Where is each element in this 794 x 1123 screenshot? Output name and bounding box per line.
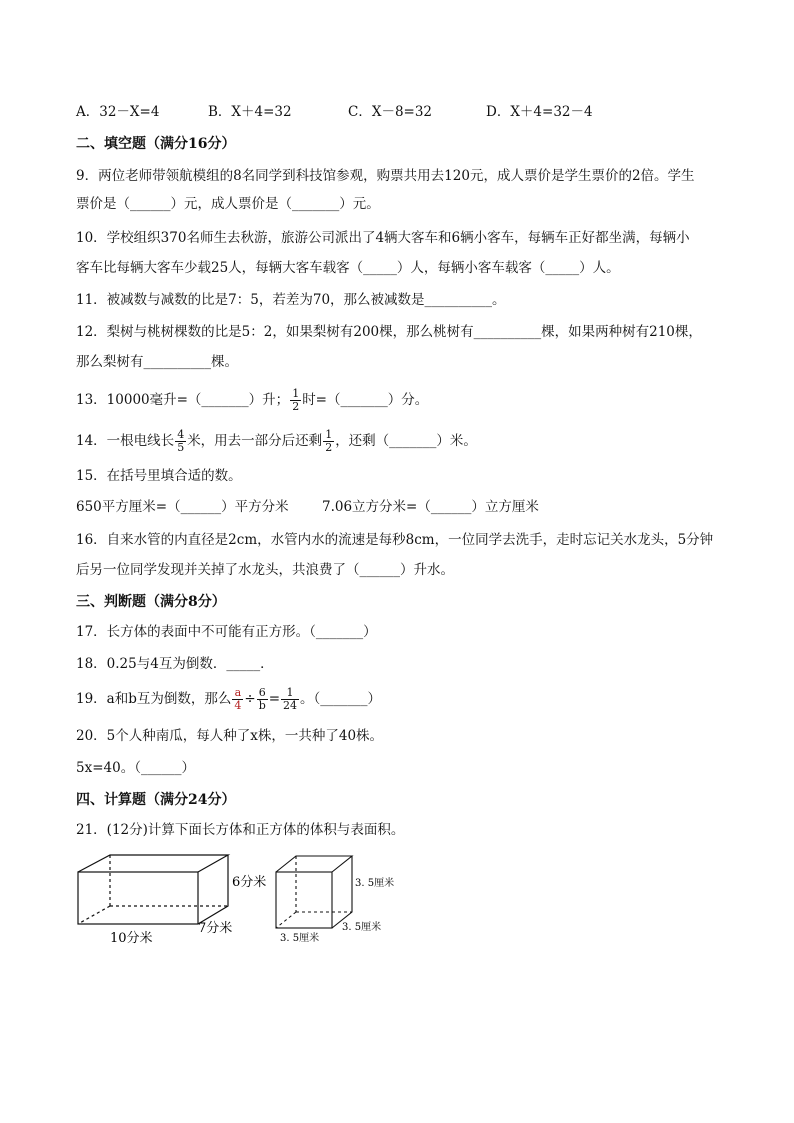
cube-hidden-edge-d <box>276 912 296 928</box>
cube-width-label: 3. 5厘米 <box>342 922 382 933</box>
question-15: 15．在括号里填合适的数。 <box>76 468 242 484</box>
fraction-6-over-b: $\frac{6}{b}$ <box>258 686 266 712</box>
question-21: 21．(12分)计算下面长方体和正方体的体积与表面积。 <box>76 822 405 838</box>
cuboid-top-face <box>78 855 228 872</box>
cuboid-side-edge <box>198 855 228 924</box>
fraction-half: $\frac{1}{2}$ <box>292 387 300 413</box>
question-20: 20．5个人种南瓜，每人种了x株，一共种了40株。 <box>76 728 384 744</box>
cube-top-face <box>276 856 352 872</box>
fraction-a-over-4: $\frac{a}{4}$ <box>234 686 242 712</box>
question-18: 18．0.25与4互为倒数．_____． <box>76 656 274 672</box>
option-b: B．X＋4=32 <box>208 104 292 120</box>
fraction-four-fifths: $\frac{4}{5}$ <box>177 428 185 454</box>
question-11: 11．被减数与减数的比是7：5，若差为70，那么被减数是__________。 <box>76 292 506 308</box>
cuboid-hidden-edge-d <box>78 906 110 924</box>
cube-height-label: 3. 5厘米 <box>355 878 395 889</box>
question-15-part-a: 650平方厘米=（______）平方分米 <box>76 499 289 515</box>
question-16-line2: 后另一位同学发现并关掉了水龙头，共浪费了（______）升水。 <box>76 562 454 578</box>
cuboid-figure <box>70 850 267 950</box>
question-9-line1: 9．两位老师带领航模组的8名同学到科技馆参观，购票共用去120元，成人票价是学生票价的2倍。学生 <box>76 168 695 184</box>
question-19: 19．a和b互为倒数，那么 $\frac{a}{4}$ ÷ $\frac{6}{b}$ = $\frac{1}{24}$ 。（_______） <box>76 686 382 712</box>
question-12-line2: 那么梨树有__________棵。 <box>76 354 238 370</box>
question-9-line2: 票价是（______）元，成人票价是（_______）元。 <box>76 196 380 212</box>
question-15-part-b: 7.06立方分米=（______）立方厘米 <box>322 499 539 515</box>
option-a: A．32－X=4 <box>76 104 160 120</box>
question-12-line1: 12．梨树与桃树棵数的比是5：2，如果梨树有200棵，那么桃树有__________棵，如果两种树有210棵， <box>76 324 702 340</box>
question-14: 14．一根电线长 $\frac{4}{5}$ 米，用去一部分后还剩 $\frac{1}{2}$ ，还剩（_______）米。 <box>76 428 477 454</box>
cube-front-face <box>276 872 332 928</box>
section-judge-title: 三、判断题（满分8分） <box>76 594 226 610</box>
question-16-line1: 16．自来水管的内直径是2cm，水管内水的流速是每秒8cm，一位同学去洗手，走时忘记关水龙头，5分钟 <box>76 532 714 548</box>
option-c: C．X－8=32 <box>348 104 433 120</box>
question-17: 17．长方体的表面中不可能有正方形。（_______） <box>76 624 377 640</box>
cuboid-front-face <box>78 872 198 924</box>
fraction-1-over-24: $\frac{1}{24}$ <box>283 686 298 712</box>
question-10-line1: 10．学校组织370名师生去秋游，旅游公司派出了4辆大客车和6辆小客车，每辆车正好都坐满，每辆小 <box>76 230 690 246</box>
question-13: 13．10000毫升=（_______）升； $\frac{1}{2}$ 时=（_______）分。 <box>76 387 429 413</box>
section-calc-title: 四、计算题（满分24分） <box>76 792 236 808</box>
cube-figure <box>272 852 402 948</box>
cuboid-length-label: 10分米 <box>110 931 153 946</box>
question-20-equation: 5x=40。（______） <box>76 760 195 776</box>
cuboid-height-label: 6分米 <box>232 875 267 890</box>
cuboid-width-label: 7分米 <box>198 921 233 936</box>
cube-length-label: 3. 5厘米 <box>280 933 320 944</box>
section-fill-blank-title: 二、填空题（满分16分） <box>76 136 236 152</box>
question-10-line2: 客车比每辆大客车少载25人，每辆大客车载客（_____）人，每辆小客车载客（_____）人。 <box>76 260 620 276</box>
fraction-half-2: $\frac{1}{2}$ <box>325 428 333 454</box>
option-d: D．X＋4=32－4 <box>486 104 593 120</box>
cube-side-edge <box>332 856 352 928</box>
